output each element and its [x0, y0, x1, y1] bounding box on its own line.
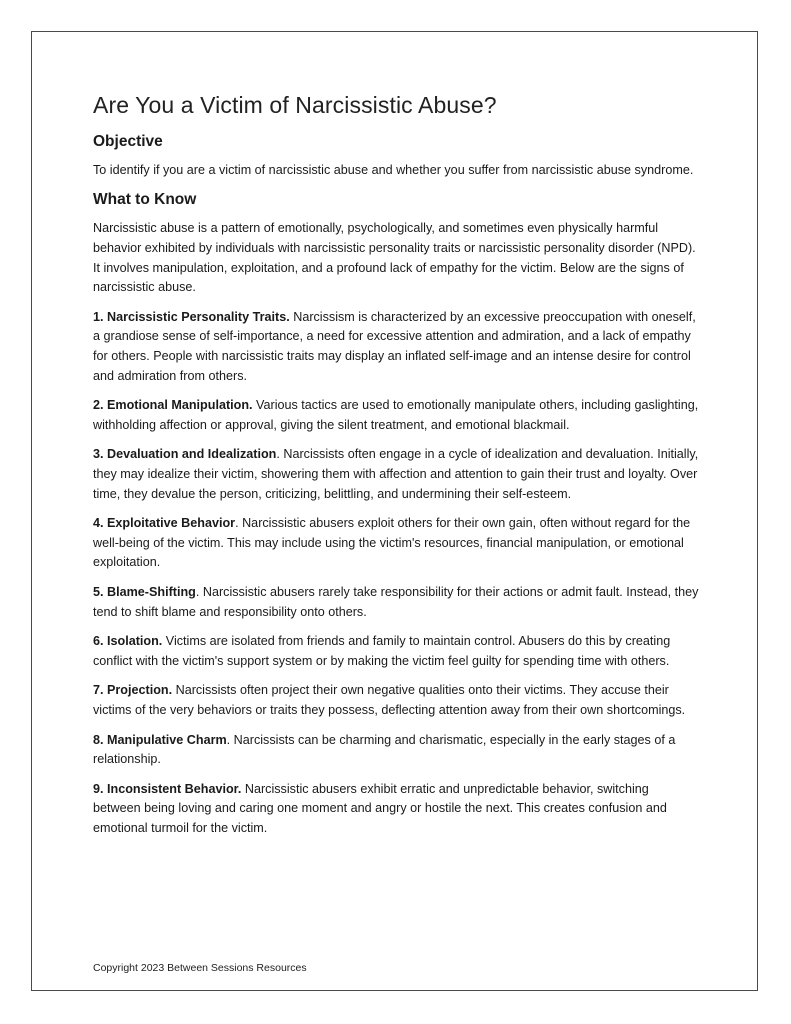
sign-text: . Narcissists often engage in a cycle of idealization and devaluation. Initially, they may idealize their victim, showering them with affection and attention to gain their trust and loyalty. Over time, they devalue the person, criticizing, belittling, and undermining their self-esteem.: [93, 447, 699, 501]
sign-text: Various tactics are used to emotionally manipulate others, including gaslighting, withholding affection or approval, giving the silent treatment, and emotional blackmail.: [93, 398, 699, 432]
document-body: [93, 92, 699, 849]
sign-item-5: [93, 583, 699, 622]
what-to-know-heading: What to Know: [93, 191, 197, 209]
sign-text: . Narcissistic abusers rarely take responsibility for their actions or admit fault. Instead, they tend to shift blame and responsibility onto others.: [93, 584, 699, 619]
sign-item-1: [93, 308, 699, 386]
copyright-footer: Copyright 2023 Between Sessions Resources: [93, 962, 307, 974]
sign-label: 8. Manipulative Charm: [93, 732, 227, 747]
sign-text: Narcissistic abusers exhibit erratic and unpredictable behavior, switching between being loving and caring one moment and angry or hostile the next. This creates confusion and emotional turmoil for the victim.: [93, 781, 667, 835]
sign-item-7: [93, 681, 699, 720]
objective-text: To identify if you are a victim of narcissistic abuse and whether you suffer from narcissistic abuse syndrome.: [93, 162, 694, 177]
sign-label: 7. Projection.: [93, 683, 173, 698]
sign-label: 6. Isolation.: [93, 634, 163, 649]
page-title: Are You a Victim of Narcissistic Abuse?: [93, 92, 497, 118]
sign-text: Victims are isolated from friends and family to maintain control. Abusers do this by creating conflict with the victim's support system or by making the victim feel guilty for spending time with others.: [93, 634, 671, 668]
what-to-know-text: Narcissistic abuse is a pattern of emotionally, psychologically, and sometimes even physically harmful behavior exhibited by individuals with narcissistic personality traits or narcissistic personality disorder (NPD). It involves manipulation, exploitation, and a profound lack of empathy for the victim. Below are the signs of narcissistic abuse.: [93, 221, 696, 295]
sign-item-2: [93, 396, 699, 435]
sign-item-9: [93, 780, 699, 839]
sign-label: 1. Narcissistic Personality Traits.: [93, 309, 290, 324]
sign-text: . Narcissistic abusers exploit others for their own gain, often without regard for the well-being of the victim. This may include using the victim's resources, financial manipulation, or emotional exploitation.: [93, 516, 691, 570]
sign-text: Narcissism is characterized by an excessive preoccupation with oneself, a grandiose sense of self-importance, a need for excessive attention and admiration, and a lack of empathy for others. People with narcissistic traits may display an inflated self-image and an intense desire for control and admiration from others.: [93, 309, 696, 383]
sign-label: 3. Devaluation and Idealization: [93, 447, 277, 462]
objective-heading: Objective: [93, 132, 163, 150]
sign-item-6: [93, 632, 699, 671]
sign-item-8: [93, 731, 699, 770]
sign-item-3: [93, 445, 699, 504]
sign-label: 5. Blame-Shifting: [93, 584, 196, 599]
sign-item-4: [93, 514, 699, 573]
sign-label: 2. Emotional Manipulation.: [93, 398, 253, 413]
sign-text: Narcissists often project their own negative qualities onto their victims. They accuse their victims of the very behaviors or traits they possess, deflecting attention away from their own shortcomings.: [93, 683, 686, 717]
sign-label: 9. Inconsistent Behavior.: [93, 781, 242, 796]
sign-label: 4. Exploitative Behavior: [93, 516, 236, 531]
sign-text: . Narcissists can be charming and charismatic, especially in the early stages of a relationship.: [93, 732, 676, 767]
